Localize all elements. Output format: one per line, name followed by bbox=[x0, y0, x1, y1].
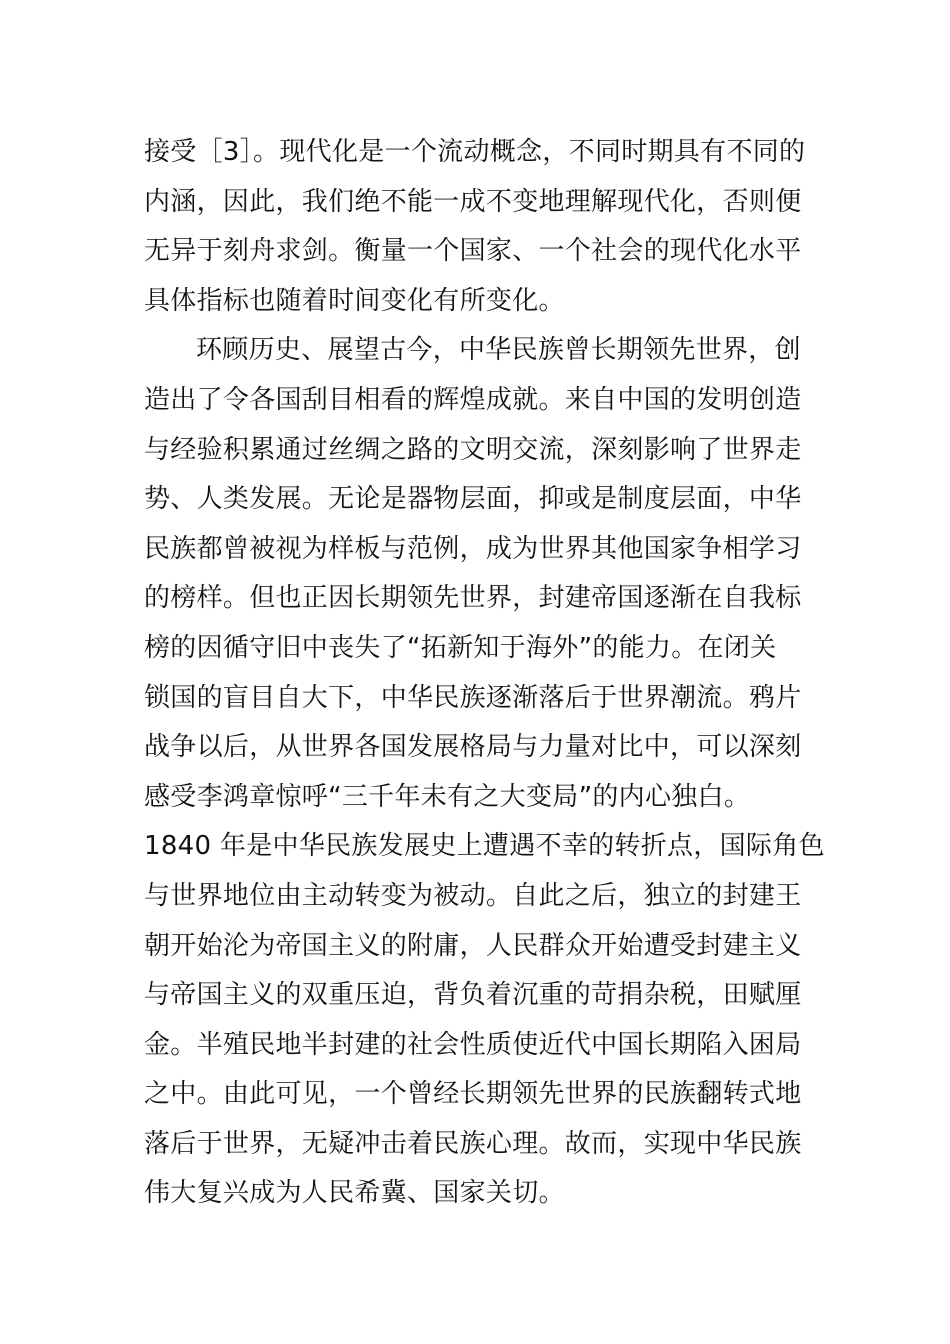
text-line: 之中。由此可见，一个曾经长期领先世界的民族翻转式地 bbox=[144, 1079, 802, 1110]
text-line: 1840 年是中华民族发展史上遭遇不幸的转折点，国际角色 bbox=[144, 831, 825, 862]
paragraph-1 bbox=[144, 128, 816, 326]
text-line: 锁国的盲目自大下，中华民族逐渐落后于世界潮流。鸦片 bbox=[144, 682, 802, 713]
paragraph-2 bbox=[144, 326, 825, 1219]
text-line: 接受［3］。现代化是一个流动概念，不同时期具有不同的 bbox=[144, 137, 806, 167]
text-line: 内涵，因此，我们绝不能一成不变地理解现代化，否则便 bbox=[144, 186, 802, 217]
text-line: 造出了令各国刮目相看的辉煌成就。来自中国的发明创造 bbox=[144, 384, 802, 415]
text-line: 朝开始沦为帝国主义的附庸，人民群众开始遭受封建主义 bbox=[144, 930, 802, 961]
text-line: 环顾历史、展望古今，中华民族曾长期领先世界，创 bbox=[196, 335, 801, 366]
text-line: 无异于刻舟求剑。衡量一个国家、一个社会的现代化水平 bbox=[144, 236, 802, 267]
text-line: 伟大复兴成为人民希冀、国家关切。 bbox=[144, 1178, 565, 1209]
body-text bbox=[144, 128, 825, 1219]
text-line: 与世界地位由主动转变为被动。自此之后，独立的封建王 bbox=[144, 880, 802, 911]
text-line: 落后于世界，无疑冲击着民族心理。故而，实现中华民族 bbox=[144, 1128, 802, 1159]
text-line: 的榜样。但也正因长期领先世界，封建帝国逐渐在自我标 bbox=[144, 583, 802, 614]
text-line: 与帝国主义的双重压迫，背负着沉重的苛捐杂税，田赋厘 bbox=[144, 980, 802, 1011]
text-line: 战争以后，从世界各国发展格局与力量对比中，可以深刻 bbox=[144, 732, 802, 763]
text-line: 与经验积累通过丝绸之路的文明交流，深刻影响了世界走 bbox=[144, 434, 802, 465]
text-line: 金。半殖民地半封建的社会性质使近代中国长期陷入困局 bbox=[144, 1029, 802, 1060]
text-line: 民族都曾被视为样板与范例，成为世界其他国家争相学习 bbox=[144, 533, 802, 564]
text-line: 势、人类发展。无论是器物层面，抑或是制度层面，中华 bbox=[144, 484, 802, 515]
text-line: 榜的因循守旧中丧失了“拓新知于海外”的能力。在闭关 bbox=[144, 632, 777, 663]
text-line: 感受李鸿章惊呼“三千年未有之大变局”的内心独白。 bbox=[144, 781, 751, 812]
text-line: 具体指标也随着时间变化有所变化。 bbox=[144, 285, 565, 316]
